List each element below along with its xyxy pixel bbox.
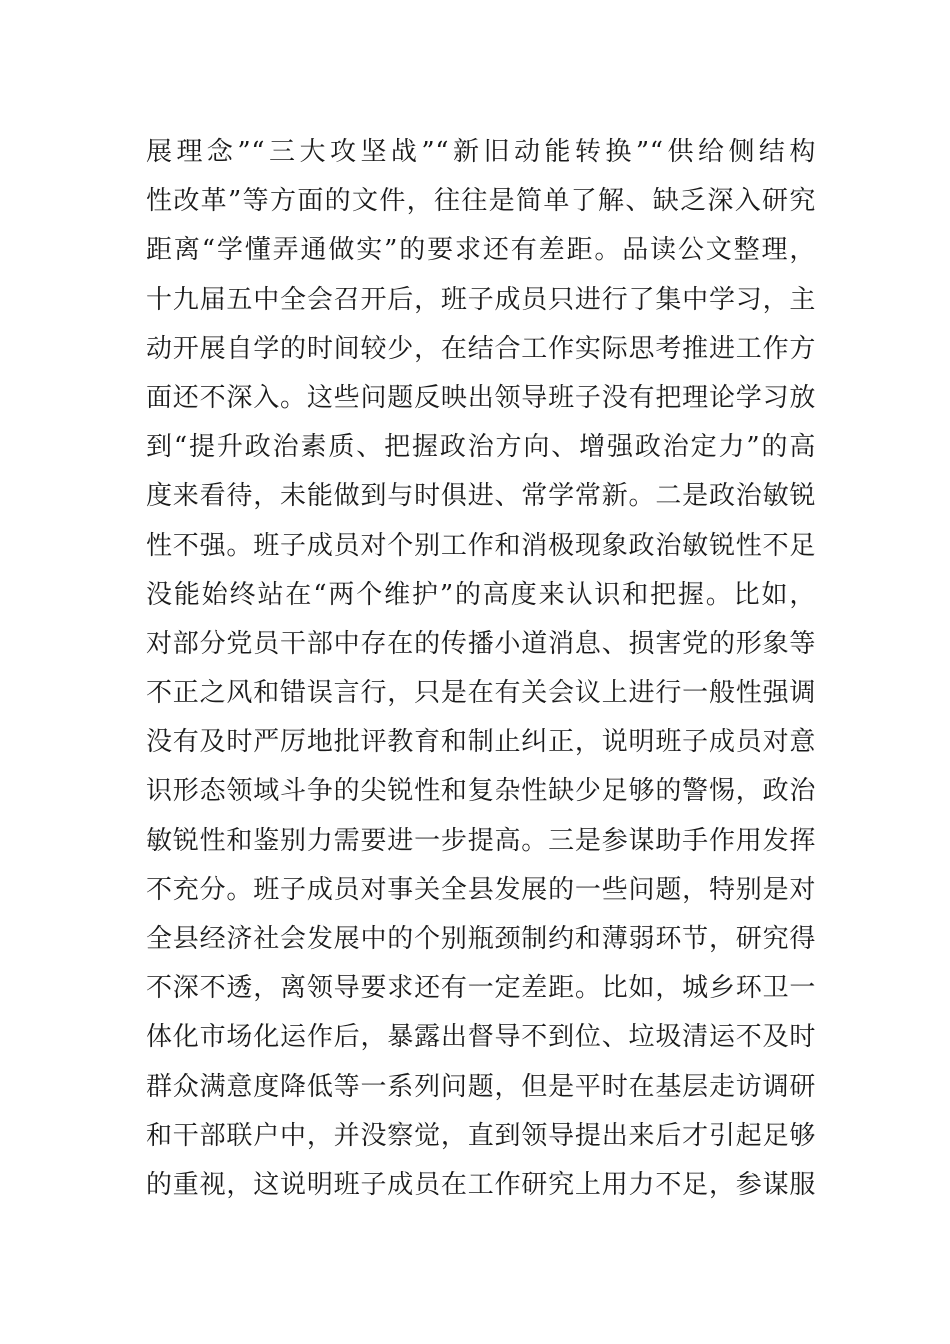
text-line: 度来看待，未能做到与时俱进、常学常新。二是政治敏锐 — [146, 481, 816, 512]
text-line: 没有及时严厉地批评教育和制止纠正，说明班子成员对意 — [146, 727, 816, 758]
text-line: 敏锐性和鉴别力需要进一步提高。三是参谋助手作用发挥 — [146, 825, 816, 856]
text-line: 对部分党员干部中存在的传播小道消息、损害党的形象等 — [146, 628, 816, 659]
body-text — [146, 128, 816, 1210]
text-line: 和干部联户中，并没察觉，直到领导提出来后才引起足够 — [146, 1120, 816, 1151]
text-line: 性改革”等方面的文件，往往是简单了解、缺乏深入研究 — [146, 186, 816, 217]
text-line: 没能始终站在“两个维护”的高度来认识和把握。比如， — [146, 579, 816, 610]
text-line: 的重视，这说明班子成员在工作研究上用力不足，参谋服 — [146, 1169, 816, 1200]
text-line: 不正之风和错误言行，只是在有关会议上进行一般性强调 — [146, 678, 816, 709]
text-line: 到“提升政治素质、把握政治方向、增强政治定力”的高 — [146, 432, 816, 463]
text-line: 识形态领域斗争的尖锐性和复杂性缺少足够的警惕，政治 — [146, 776, 816, 807]
text-line: 十九届五中全会召开后，班子成员只进行了集中学习，主 — [146, 284, 816, 315]
text-line: 动开展自学的时间较少，在结合工作实际思考推进工作方 — [146, 333, 816, 364]
text-line: 展理念”“三大攻坚战”“新旧动能转换”“供给侧结构 — [146, 137, 816, 167]
text-line: 不充分。班子成员对事关全县发展的一些问题，特别是对 — [146, 874, 816, 905]
text-line: 全县经济社会发展中的个别瓶颈制约和薄弱环节，研究得 — [146, 924, 816, 954]
text-line: 群众满意度降低等一系列问题，但是平时在基层走访调研 — [146, 1071, 816, 1102]
text-line: 距离“学懂弄通做实”的要求还有差距。品读公文整理， — [146, 235, 816, 266]
text-line: 不深不透，离领导要求还有一定差距。比如，城乡环卫一 — [146, 973, 816, 1004]
text-line: 性不强。班子成员对个别工作和消极现象政治敏锐性不足 — [146, 530, 816, 561]
text-line: 面还不深入。这些问题反映出领导班子没有把理论学习放 — [146, 382, 816, 413]
text-line: 体化市场化运作后，暴露出督导不到位、垃圾清运不及时 — [146, 1022, 816, 1053]
